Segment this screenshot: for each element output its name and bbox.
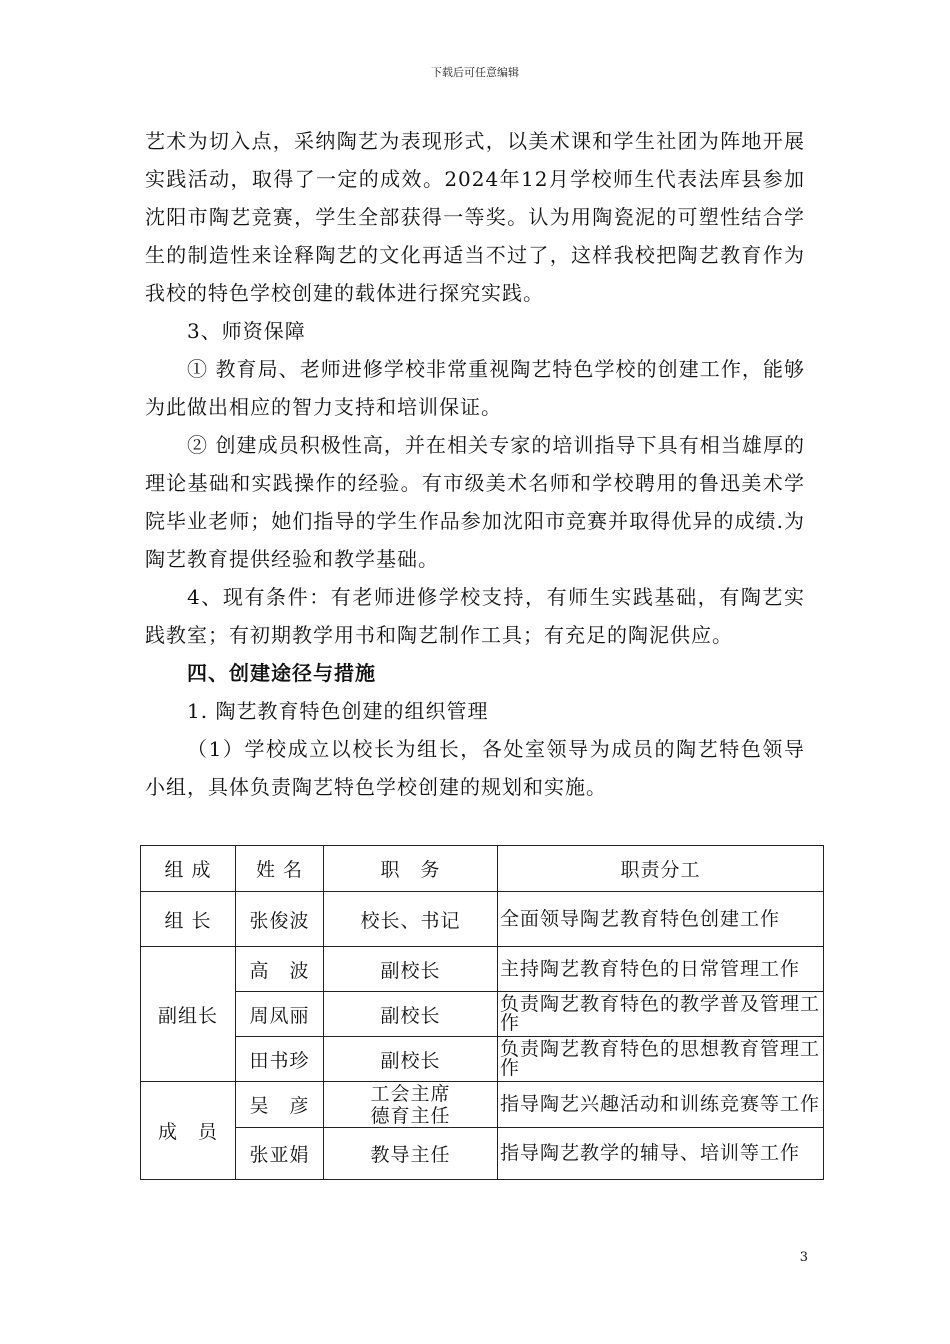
paragraph: 4、现有条件：有老师进修学校支持，有师生实践基础，有陶艺实践教室；有初期教学用书和陶艺制作工具；有充足的陶泥供应。 [145,585,805,647]
group-cell: 副组长 [141,947,236,1082]
group-cell: 组 长 [141,892,236,947]
name-cell: 张俊波 [236,892,324,947]
name-cell: 张亚娟 [236,1128,324,1180]
name-cell: 高 波 [236,947,324,992]
group-cell: 成 员 [141,1082,236,1180]
chapter-heading: 四、创建途径与措施 [187,661,376,685]
title-cell: 副校长 [324,1037,498,1082]
title-cell: 教导主任 [324,1128,498,1180]
header-cell: 职责分工 [498,846,824,892]
table-row [141,1128,824,1180]
table-row [141,992,824,1037]
name-cell: 吴 彦 [236,1082,324,1128]
responsibility-cell: 全面领导陶艺教育特色创建工作 [498,892,824,947]
title-cell: 副校长 [324,992,498,1037]
table-row [141,1037,824,1082]
paragraph: ① 教育局、老师进修学校非常重视陶艺特色学校的创建工作，能够为此做出相应的智力支持和培训保证。 [145,357,805,419]
header-cell: 姓 名 [236,846,324,892]
responsibility-cell: 负责陶艺教育特色的思想教育管理工作 [498,1037,824,1082]
title-cell: 工会主席 德育主任 [324,1082,498,1128]
header-cell: 职 务 [324,846,498,892]
page-header: 下载后可任意编辑 [431,66,519,79]
table-row [141,892,824,947]
table-row [141,947,824,992]
paragraph: 艺术为切入点，采纳陶艺为表现形式，以美术课和学生社团为阵地开展实践活动，取得了一定的成效。2024年12月学校师生代表法库县参加沈阳市陶艺竞赛，学生全部获得一等奖。认为用陶瓷泥的可塑性结合学生的制造性来诠释陶艺的文化再适当不过了，这样我校把陶艺教育作为我校的特色学校创建的载体进行探究实践。 [145,129,805,305]
name-cell: 田书珍 [236,1037,324,1082]
header-cell: 组 成 [141,846,236,892]
leadership-table [140,845,824,1180]
title-cell: 校长、书记 [324,892,498,947]
document-body [145,122,805,806]
name-cell: 周凤丽 [236,992,324,1037]
responsibility-cell: 指导陶艺教学的辅导、培训等工作 [498,1128,824,1180]
responsibility-cell: 负责陶艺教育特色的教学普及管理工作 [498,992,824,1037]
subsection-heading: 1. 陶艺教育特色创建的组织管理 [187,699,489,723]
title-cell: 副校长 [324,947,498,992]
responsibility-cell: 主持陶艺教育特色的日常管理工作 [498,947,824,992]
table-row [141,1082,824,1128]
paragraph: （1）学校成立以校长为组长，各处室领导为成员的陶艺特色领导小组，具体负责陶艺特色学校创建的规划和实施。 [145,737,805,799]
paragraph: ② 创建成员积极性高，并在相关专家的培训指导下具有相当雄厚的理论基础和实践操作的经验。有市级美术名师和学校聘用的鲁迅美术学院毕业老师；她们指导的学生作品参加沈阳市竞赛并取得优异的成绩.为陶艺教育提供经验和教学基础。 [145,433,805,571]
page-number: 3 [799,1250,808,1265]
table-header-row [141,846,824,892]
section-heading: 3、师资保障 [187,319,306,343]
responsibility-cell: 指导陶艺兴趣活动和训练竞赛等工作 [498,1082,824,1128]
